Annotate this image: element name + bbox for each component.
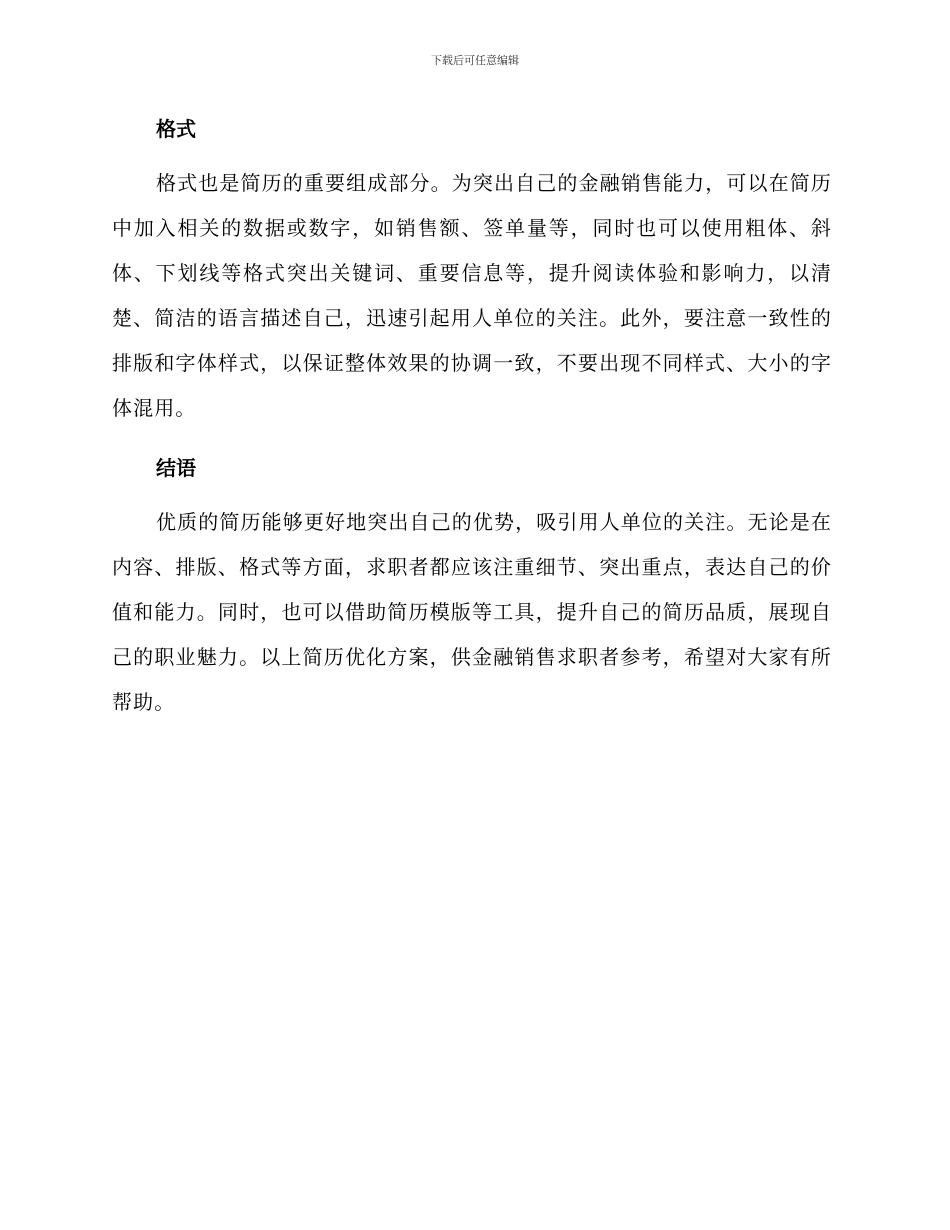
document-body — [112, 112, 832, 725]
section-paragraph-format: 格式也是简历的重要组成部分。为突出自己的金融销售能力，可以在简历中加入相关的数据或数字，如销售额、签单量等，同时也可以使用粗体、斜体、下划线等格式突出关键词、重要信息等，提升阅读体验和影响力，以清楚、简洁的语言描述自己，迅速引起用人单位的关注。此外，要注意一致性的排版和字体样式，以保证整体效果的协调一致，不要出现不同样式、大小的字体混用。 — [112, 171, 832, 420]
page-header: 下载后可任意编辑 — [431, 54, 519, 67]
section-paragraph-conclusion: 优质的简历能够更好地突出自己的优势，吸引用人单位的关注。无论是在内容、排版、格式等方面，求职者都应该注重细节、突出重点，表达自己的价值和能力。同时，也可以借助简历模版等工具，提升自己的简历品质，展现自己的职业魅力。以上简历优化方案，供金融销售求职者参考，希望对大家有所帮助。 — [112, 510, 832, 714]
section-heading-format: 格式 — [156, 117, 196, 141]
section-heading-conclusion: 结语 — [156, 456, 196, 480]
